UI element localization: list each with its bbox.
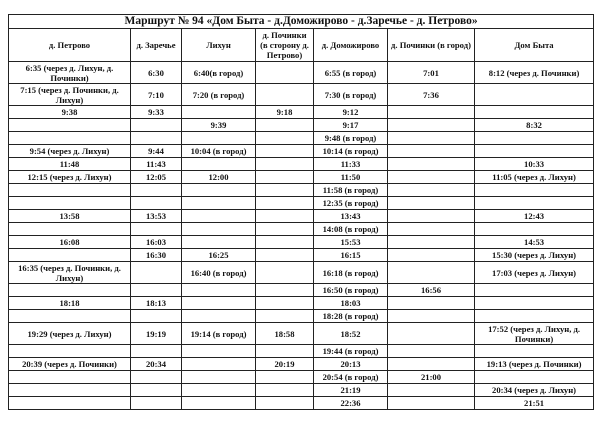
table-row xyxy=(9,371,594,384)
cell-pochinki-to-city xyxy=(388,310,475,323)
cell-pochinki-to-petrovo xyxy=(256,284,314,297)
cell-likhun xyxy=(182,358,256,371)
cell-pochinki-to-petrovo xyxy=(256,62,314,84)
cell-domozhirovo: 11:33 xyxy=(314,158,388,171)
table-row xyxy=(9,236,594,249)
cell-likhun xyxy=(182,197,256,210)
cell-domozhirovo: 21:19 xyxy=(314,384,388,397)
cell-petrovo: 9:54 (через д. Лихун) xyxy=(9,145,131,158)
cell-pochinki-to-city xyxy=(388,132,475,145)
cell-petrovo: 6:35 (через д. Лихун, д. Починки) xyxy=(9,62,131,84)
cell-pochinki-to-petrovo xyxy=(256,345,314,358)
cell-zarechye xyxy=(131,310,182,323)
table-row xyxy=(9,297,594,310)
cell-likhun xyxy=(182,210,256,223)
cell-dom-byta xyxy=(475,197,594,210)
cell-likhun: 16:40 (в город) xyxy=(182,262,256,284)
cell-zarechye xyxy=(131,284,182,297)
table-row xyxy=(9,106,594,119)
cell-pochinki-to-city xyxy=(388,184,475,197)
cell-petrovo: 20:39 (через д. Починки) xyxy=(9,358,131,371)
table-row xyxy=(9,397,594,410)
cell-likhun xyxy=(182,397,256,410)
cell-pochinki-to-city xyxy=(388,106,475,119)
cell-pochinki-to-petrovo xyxy=(256,158,314,171)
cell-petrovo xyxy=(9,223,131,236)
cell-pochinki-to-petrovo xyxy=(256,249,314,262)
column-header-dom-byta: Дом Быта xyxy=(475,29,594,62)
cell-dom-byta xyxy=(475,310,594,323)
cell-petrovo xyxy=(9,384,131,397)
cell-pochinki-to-petrovo xyxy=(256,310,314,323)
cell-pochinki-to-city xyxy=(388,297,475,310)
table-row xyxy=(9,249,594,262)
cell-petrovo xyxy=(9,345,131,358)
cell-likhun: 19:14 (в город) xyxy=(182,323,256,345)
cell-pochinki-to-city xyxy=(388,119,475,132)
cell-zarechye: 6:30 xyxy=(131,62,182,84)
table-row xyxy=(9,184,594,197)
cell-dom-byta: 20:34 (через д. Лихун) xyxy=(475,384,594,397)
cell-pochinki-to-city xyxy=(388,158,475,171)
cell-pochinki-to-city: 7:36 xyxy=(388,84,475,106)
cell-pochinki-to-city xyxy=(388,210,475,223)
table-row xyxy=(9,323,594,345)
table-row xyxy=(9,210,594,223)
cell-dom-byta: 15:30 (через д. Лихун) xyxy=(475,249,594,262)
cell-zarechye: 18:13 xyxy=(131,297,182,310)
cell-dom-byta: 8:32 xyxy=(475,119,594,132)
cell-likhun: 7:20 (в город) xyxy=(182,84,256,106)
cell-dom-byta xyxy=(475,297,594,310)
cell-pochinki-to-city xyxy=(388,345,475,358)
cell-petrovo xyxy=(9,310,131,323)
cell-domozhirovo: 9:17 xyxy=(314,119,388,132)
cell-domozhirovo: 6:55 (в город) xyxy=(314,62,388,84)
cell-petrovo: 9:38 xyxy=(9,106,131,119)
cell-pochinki-to-city xyxy=(388,358,475,371)
cell-domozhirovo: 20:54 (в город) xyxy=(314,371,388,384)
table-row xyxy=(9,384,594,397)
table-row xyxy=(9,171,594,184)
cell-petrovo xyxy=(9,132,131,145)
cell-domozhirovo: 9:12 xyxy=(314,106,388,119)
cell-petrovo: 16:08 xyxy=(9,236,131,249)
cell-pochinki-to-petrovo xyxy=(256,132,314,145)
cell-pochinki-to-city xyxy=(388,171,475,184)
cell-likhun: 12:00 xyxy=(182,171,256,184)
cell-pochinki-to-city: 7:01 xyxy=(388,62,475,84)
cell-likhun xyxy=(182,132,256,145)
cell-pochinki-to-city xyxy=(388,323,475,345)
cell-pochinki-to-petrovo: 20:19 xyxy=(256,358,314,371)
table-row xyxy=(9,119,594,132)
table-row xyxy=(9,158,594,171)
cell-zarechye: 19:19 xyxy=(131,323,182,345)
cell-domozhirovo: 18:03 xyxy=(314,297,388,310)
cell-pochinki-to-petrovo xyxy=(256,197,314,210)
cell-petrovo xyxy=(9,284,131,297)
cell-dom-byta: 10:33 xyxy=(475,158,594,171)
cell-zarechye: 16:03 xyxy=(131,236,182,249)
cell-domozhirovo: 14:08 (в город) xyxy=(314,223,388,236)
cell-domozhirovo: 13:43 xyxy=(314,210,388,223)
cell-dom-byta xyxy=(475,106,594,119)
cell-petrovo: 19:29 (через д. Лихун) xyxy=(9,323,131,345)
cell-petrovo xyxy=(9,184,131,197)
cell-likhun xyxy=(182,297,256,310)
table-row xyxy=(9,62,594,84)
cell-domozhirovo: 20:13 xyxy=(314,358,388,371)
column-header-pochinki-to-city: д. Починки (в город) xyxy=(388,29,475,62)
cell-likhun xyxy=(182,310,256,323)
cell-pochinki-to-petrovo xyxy=(256,84,314,106)
cell-dom-byta: 21:51 xyxy=(475,397,594,410)
cell-dom-byta: 17:03 (через д. Лихун) xyxy=(475,262,594,284)
cell-pochinki-to-petrovo xyxy=(256,236,314,249)
cell-pochinki-to-petrovo xyxy=(256,262,314,284)
column-header-domozhirovo: д. Доможирово xyxy=(314,29,388,62)
cell-dom-byta xyxy=(475,184,594,197)
table-row xyxy=(9,132,594,145)
cell-pochinki-to-city xyxy=(388,197,475,210)
cell-petrovo: 18:18 xyxy=(9,297,131,310)
table-row xyxy=(9,197,594,210)
cell-petrovo xyxy=(9,249,131,262)
column-header-zarechye: д. Заречье xyxy=(131,29,182,62)
cell-likhun xyxy=(182,371,256,384)
cell-likhun xyxy=(182,158,256,171)
cell-zarechye: 7:10 xyxy=(131,84,182,106)
cell-zarechye xyxy=(131,345,182,358)
cell-zarechye: 11:43 xyxy=(131,158,182,171)
cell-petrovo: 16:35 (через д. Починки, д. Лихун) xyxy=(9,262,131,284)
cell-zarechye: 13:53 xyxy=(131,210,182,223)
cell-pochinki-to-petrovo xyxy=(256,171,314,184)
cell-pochinki-to-city xyxy=(388,145,475,158)
cell-domozhirovo: 19:44 (в город) xyxy=(314,345,388,358)
cell-dom-byta: 11:05 (через д. Лихун) xyxy=(475,171,594,184)
column-header-pochinki-to-petrovo: д. Починки (в сторону д. Петрово) xyxy=(256,29,314,62)
header-row xyxy=(9,29,594,62)
cell-likhun xyxy=(182,184,256,197)
cell-petrovo: 13:58 xyxy=(9,210,131,223)
cell-zarechye xyxy=(131,262,182,284)
table-row xyxy=(9,84,594,106)
cell-pochinki-to-city xyxy=(388,223,475,236)
table-row xyxy=(9,358,594,371)
cell-pochinki-to-city xyxy=(388,236,475,249)
cell-pochinki-to-petrovo xyxy=(256,297,314,310)
cell-dom-byta xyxy=(475,223,594,236)
cell-likhun xyxy=(182,284,256,297)
table-row xyxy=(9,310,594,323)
cell-petrovo xyxy=(9,197,131,210)
cell-pochinki-to-city xyxy=(388,262,475,284)
cell-pochinki-to-city xyxy=(388,397,475,410)
cell-domozhirovo: 12:35 (в город) xyxy=(314,197,388,210)
cell-petrovo: 12:15 (через д. Лихун) xyxy=(9,171,131,184)
cell-zarechye xyxy=(131,397,182,410)
cell-domozhirovo: 16:18 (в город) xyxy=(314,262,388,284)
cell-dom-byta: 19:13 (через д. Починки) xyxy=(475,358,594,371)
table-row xyxy=(9,284,594,297)
cell-zarechye: 20:34 xyxy=(131,358,182,371)
cell-likhun xyxy=(182,345,256,358)
cell-dom-byta xyxy=(475,145,594,158)
cell-likhun: 10:04 (в город) xyxy=(182,145,256,158)
cell-domozhirovo: 18:52 xyxy=(314,323,388,345)
column-header-likhun: Лихун xyxy=(182,29,256,62)
cell-zarechye: 9:33 xyxy=(131,106,182,119)
table-row xyxy=(9,145,594,158)
cell-likhun xyxy=(182,106,256,119)
column-header-petrovo: д. Петрово xyxy=(9,29,131,62)
cell-likhun xyxy=(182,384,256,397)
cell-zarechye: 16:30 xyxy=(131,249,182,262)
cell-dom-byta: 17:52 (через д. Лихун, д. Починки) xyxy=(475,323,594,345)
cell-dom-byta: 12:43 xyxy=(475,210,594,223)
cell-dom-byta xyxy=(475,345,594,358)
cell-domozhirovo: 18:28 (в город) xyxy=(314,310,388,323)
cell-pochinki-to-petrovo xyxy=(256,210,314,223)
cell-domozhirovo: 10:14 (в город) xyxy=(314,145,388,158)
cell-zarechye: 9:44 xyxy=(131,145,182,158)
cell-domozhirovo: 16:50 (в город) xyxy=(314,284,388,297)
cell-domozhirovo: 15:53 xyxy=(314,236,388,249)
cell-petrovo xyxy=(9,371,131,384)
cell-likhun: 6:40(в город) xyxy=(182,62,256,84)
cell-likhun xyxy=(182,223,256,236)
table-row xyxy=(9,262,594,284)
cell-domozhirovo: 16:15 xyxy=(314,249,388,262)
cell-likhun: 16:25 xyxy=(182,249,256,262)
cell-zarechye: 12:05 xyxy=(131,171,182,184)
cell-dom-byta: 14:53 xyxy=(475,236,594,249)
cell-petrovo: 11:48 xyxy=(9,158,131,171)
schedule-body xyxy=(9,62,594,410)
cell-pochinki-to-petrovo xyxy=(256,384,314,397)
cell-zarechye xyxy=(131,184,182,197)
cell-pochinki-to-petrovo xyxy=(256,184,314,197)
cell-pochinki-to-city xyxy=(388,384,475,397)
cell-pochinki-to-city: 16:56 xyxy=(388,284,475,297)
cell-pochinki-to-city: 21:00 xyxy=(388,371,475,384)
cell-zarechye xyxy=(131,119,182,132)
cell-zarechye xyxy=(131,371,182,384)
cell-pochinki-to-petrovo: 9:18 xyxy=(256,106,314,119)
cell-petrovo: 7:15 (через д. Починки, д. Лихун) xyxy=(9,84,131,106)
cell-zarechye xyxy=(131,132,182,145)
cell-petrovo xyxy=(9,397,131,410)
cell-dom-byta xyxy=(475,84,594,106)
cell-pochinki-to-petrovo xyxy=(256,371,314,384)
cell-dom-byta xyxy=(475,371,594,384)
route-title: Маршрут № 94 «Дом Быта - д.Доможирово - д.Заречье - д. Петрово» xyxy=(9,15,594,29)
cell-domozhirovo: 7:30 (в город) xyxy=(314,84,388,106)
cell-domozhirovo: 9:48 (в город) xyxy=(314,132,388,145)
cell-pochinki-to-petrovo: 18:58 xyxy=(256,323,314,345)
cell-zarechye xyxy=(131,384,182,397)
cell-dom-byta: 8:12 (через д. Починки) xyxy=(475,62,594,84)
schedule-table xyxy=(8,14,594,410)
cell-pochinki-to-petrovo xyxy=(256,119,314,132)
cell-likhun: 9:39 xyxy=(182,119,256,132)
cell-pochinki-to-petrovo xyxy=(256,223,314,236)
cell-pochinki-to-city xyxy=(388,249,475,262)
cell-domozhirovo: 22:36 xyxy=(314,397,388,410)
cell-petrovo xyxy=(9,119,131,132)
cell-domozhirovo: 11:58 (в город) xyxy=(314,184,388,197)
cell-domozhirovo: 11:50 xyxy=(314,171,388,184)
cell-dom-byta xyxy=(475,284,594,297)
cell-pochinki-to-petrovo xyxy=(256,145,314,158)
cell-zarechye xyxy=(131,223,182,236)
table-row xyxy=(9,345,594,358)
table-row xyxy=(9,223,594,236)
cell-zarechye xyxy=(131,197,182,210)
cell-pochinki-to-petrovo xyxy=(256,397,314,410)
cell-likhun xyxy=(182,236,256,249)
cell-dom-byta xyxy=(475,132,594,145)
